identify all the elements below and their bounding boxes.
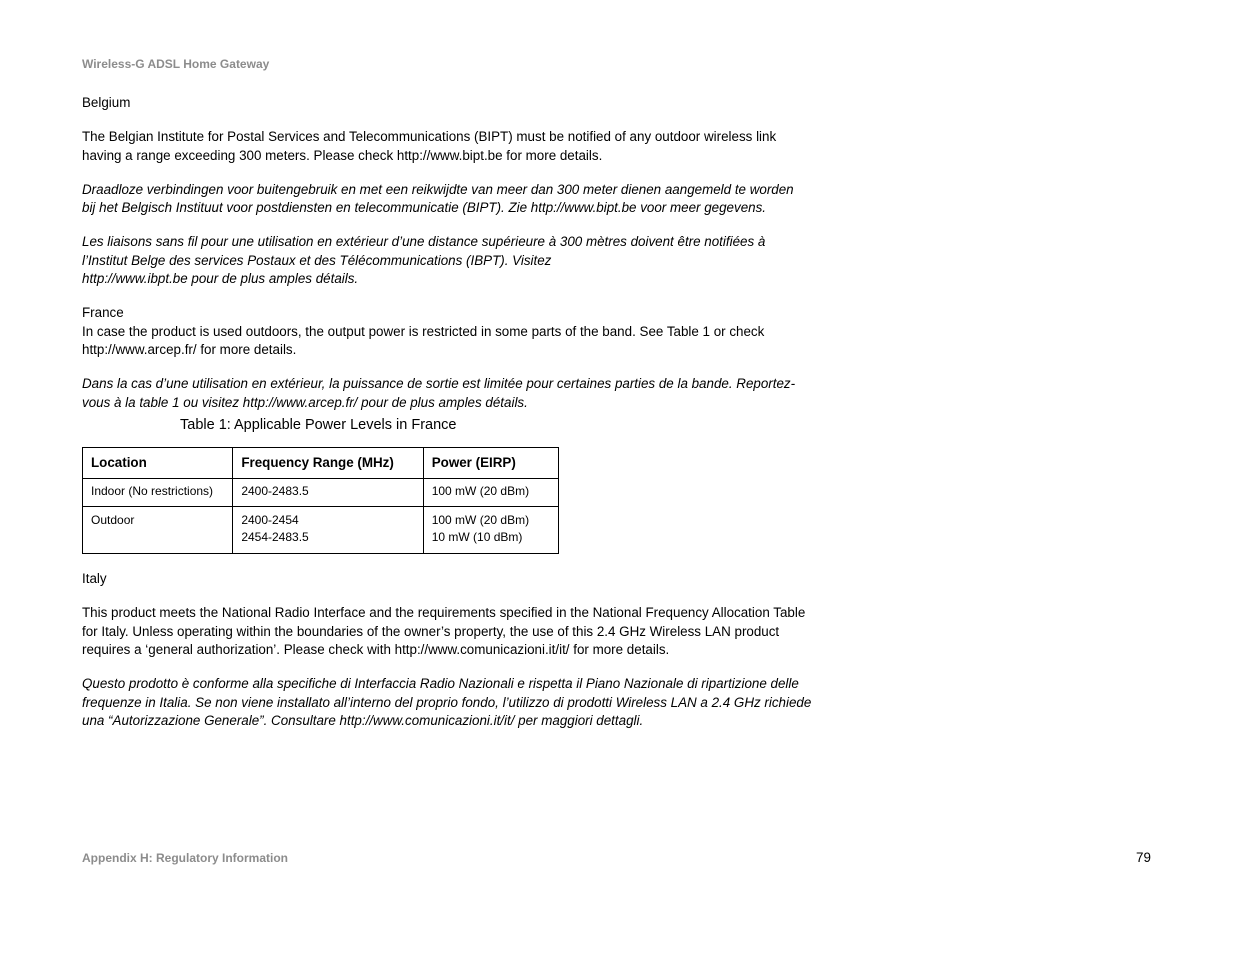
- frequency-value: 2454-2483.5: [241, 530, 309, 544]
- france-fr-line: vous à la table 1 ou visitez http://www.arcep.fr/ pour de plus amples détails.: [82, 394, 528, 410]
- frequency-value: 2400-2454: [241, 513, 299, 527]
- belgium-fr-line: http://www.ibpt.be pour de plus amples détails.: [82, 271, 359, 286]
- belgium-en-line: having a range exceeding 300 meters. Please check http://www.bipt.be for more details.: [82, 147, 603, 163]
- running-header: Wireless-G ADSL Home Gateway: [82, 57, 270, 71]
- belgium-fr-line: Les liaisons sans fil pour une utilisation en extérieur d’une distance supérieure à 300 mètres doivent être notifiées à: [82, 234, 766, 249]
- power-value: 100 mW (20 dBm): [431, 484, 530, 498]
- power-value: 10 mW (10 dBm): [431, 530, 523, 544]
- italy-en-line: requires a ‘general authorization’. Please check with http://www.comunicazioni.it/it/ for more details.: [82, 642, 670, 657]
- power-value: 100 mW (20 dBm): [431, 513, 530, 527]
- table-caption: Table 1: Applicable Power Levels in France: [180, 417, 457, 433]
- belgium-en-line: The Belgian Institute for Postal Services and Telecommunications (BIPT) must be notified of any outdoor wireless link: [82, 129, 777, 144]
- italy-it-line: una “Autorizzazione Generale”. Consultare http://www.comunicazioni.it/it/ per maggiori dettagli.: [82, 713, 644, 728]
- italy-en-line: for Italy. Unless operating within the boundaries of the owner’s property, the use of this 2.4 GHz Wireless LAN product: [82, 623, 780, 639]
- cell-frequency: [233, 479, 423, 507]
- cell-power: [423, 507, 558, 554]
- column-header-frequency: Frequency Range (MHz): [233, 448, 423, 479]
- italy-it-line: Questo prodotto è conforme alla specifiche di Interfaccia Radio Nazionali e rispetta il Piano Nazionale di ripartizione delle: [82, 676, 799, 691]
- belgium-nl-line: Draadloze verbindingen voor buitengebruik en met een reikwijdte van meer dan 300 meter dienen aangemeld te worden: [82, 181, 794, 197]
- italy-en-line: This product meets the National Radio Interface and the requirements specified in the National Frequency Allocation Table: [82, 605, 806, 620]
- cell-frequency: [233, 507, 423, 554]
- section-heading-belgium: Belgium: [82, 95, 131, 110]
- italy-it-line: frequenze in Italia. Se non viene installato all’interno del proprio fondo, l’utilizzo di prodotti Wireless LAN a 2.4 GHz richiede: [82, 694, 812, 710]
- column-header-power: Power (EIRP): [423, 448, 558, 479]
- france-fr-line: Dans la cas d’une utilisation en extérieur, la puissance de sortie est limitée pour certaines parties de la bande. Reportez-: [82, 376, 796, 391]
- france-en-line: In case the product is used outdoors, the output power is restricted in some parts of the band. See Table 1 or check: [82, 323, 765, 339]
- page-number: 79: [1136, 850, 1151, 865]
- belgium-fr-line: l’Institut Belge des services Postaux et des Télécommunications (IBPT). Visitez: [82, 252, 552, 268]
- frequency-value: 2400-2483.5: [241, 484, 309, 498]
- belgium-nl-line: bij het Belgisch Instituut voor postdiensten en telecommunicatie (BIPT). Zie http://www.bipt.be voor meer gegevens.: [82, 200, 767, 215]
- power-levels-table: [82, 447, 559, 554]
- section-heading-italy: Italy: [82, 571, 107, 586]
- cell-location: Outdoor: [83, 507, 233, 554]
- table-row: [83, 479, 559, 507]
- running-footer-section: Appendix H: Regulatory Information: [82, 851, 289, 865]
- table-row: [83, 507, 559, 554]
- france-en-line: http://www.arcep.fr/ for more details.: [82, 342, 297, 357]
- cell-power: [423, 479, 558, 507]
- section-heading-france: France: [82, 305, 124, 320]
- cell-location: Indoor (No restrictions): [83, 479, 233, 507]
- column-header-location: Location: [83, 448, 233, 479]
- page-content: [82, 94, 817, 731]
- table-header-row: [83, 448, 559, 479]
